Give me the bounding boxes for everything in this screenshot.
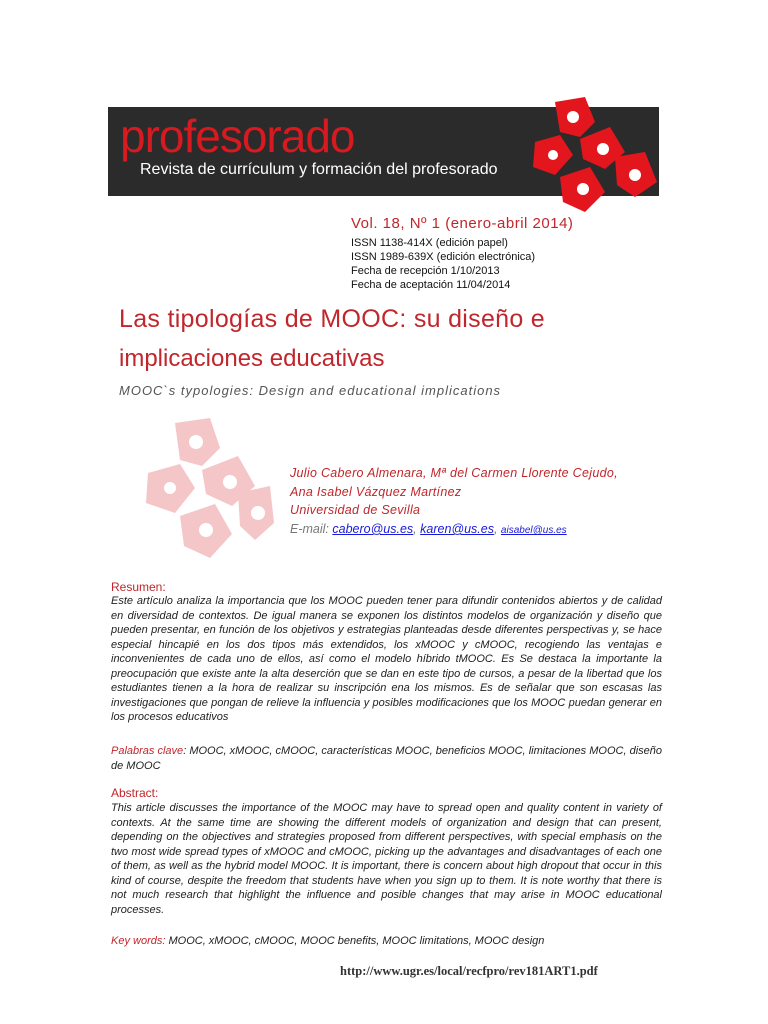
key-words: [111, 934, 662, 949]
journal-title: profesorado: [120, 110, 355, 162]
journal-subtitle: Revista de currículum y formación del profesorado: [140, 161, 498, 178]
email-link-karen[interactable]: karen@us.es: [420, 522, 494, 536]
key-words-label: Key words:: [111, 935, 166, 947]
email-line: E-mail: cabero@us.es, karen@us.es, aisabel@us.es: [290, 522, 567, 536]
email-label: E-mail:: [290, 522, 333, 536]
authors-line2: Ana Isabel Vázquez Martínez: [290, 485, 462, 499]
abstract-text: This article discusses the importance of the MOOC may have to spread open and quality content in variety of contexts. At the same time are showing the different models of organization and design that can present, depending on the objectives and strategies proposed from different perspectives, with special emphasis on the two most wide spread types of xMOOC and cMOOC, picking up the advantages and disadvantages of each one of them, as well as the hybrid model MOOC. It is important, there is concern about high dropout that occur in this kind of course, despite the freedom that students have when you sign up to them. It is note worthy that there is not much research that highlight the influence and posible changes that may arise in MOOC educational processes.: [111, 802, 662, 916]
abstract-heading: Abstract:: [111, 786, 159, 800]
email-link-aisabel[interactable]: aisabel@us.es: [500, 525, 567, 536]
key-words-values: MOOC, xMOOC, cMOOC, MOOC benefits, MOOC limitations, MOOC design: [165, 935, 545, 947]
palabras-clave-values: : MOOC, xMOOC, cMOOC, características MOOC, beneficios MOOC, limitaciones MOOC, diseño de MOOC: [111, 745, 663, 772]
issn-online: ISSN 1989-639X (edición electrónica): [351, 251, 536, 263]
footer-url[interactable]: http://www.ugr.es/local/recfpro/rev181ART1.pdf: [340, 964, 598, 978]
authors-line1: Julio Cabero Almenara, Mª del Carmen Llorente Cejudo,: [290, 466, 618, 480]
resumen-heading: Resumen:: [111, 580, 166, 594]
issue-volume: Vol. 18, Nº 1 (enero-abril 2014): [351, 215, 574, 232]
palabras-clave: [111, 744, 662, 773]
article-title-line2: implicaciones educativas: [119, 345, 385, 372]
email-link-cabero[interactable]: cabero@us.es: [332, 522, 414, 536]
received-date: Fecha de recepción 1/10/2013: [351, 265, 500, 277]
university: Universidad de Sevilla: [290, 503, 421, 517]
palabras-clave-label: Palabras clave: [111, 745, 184, 757]
watermark-logo-icon: [140, 418, 275, 561]
issn-paper: ISSN 1138-414X (edición papel): [351, 237, 508, 249]
article-title-line1: Las tipologías de MOOC: su diseño e: [119, 305, 546, 333]
resumen-text: Este artículo analiza la importancia que los MOOC pueden tener para difundir contenidos abiertos y de calidad en diversidad de contextos. De igual manera se exponen los distintos modelos de organización y diseño que pueden presentar, en función de los objetivos y estrategias planteadas desde diferentes perspectivas y, se hace especial hincapié en los dos tipos más extendidos, los xMOOC y cMOOC, recogiendo las ventajas e inconvenientes de cada uno de ellos, así como el modelo híbrido tMOOC. Es Se destaca la importante la preocupación que existe ante la alta deserción que se dan en este tipo de cursos, a pesar de la libertad que los estudiantes tienen a la hora de realizar su inscripción ena los mismos. Es de señalar que son escasas las investigaciones que pongan de relieve la influencia y posibles modificaciones que los MOOC puedan generar en los procesos educativos: [111, 595, 662, 723]
journal-logo-icon: [525, 97, 660, 215]
article-subtitle: MOOC`s typologies: Design and educational implications: [119, 383, 502, 398]
accepted-date: Fecha de aceptación 11/04/2014: [351, 279, 511, 291]
